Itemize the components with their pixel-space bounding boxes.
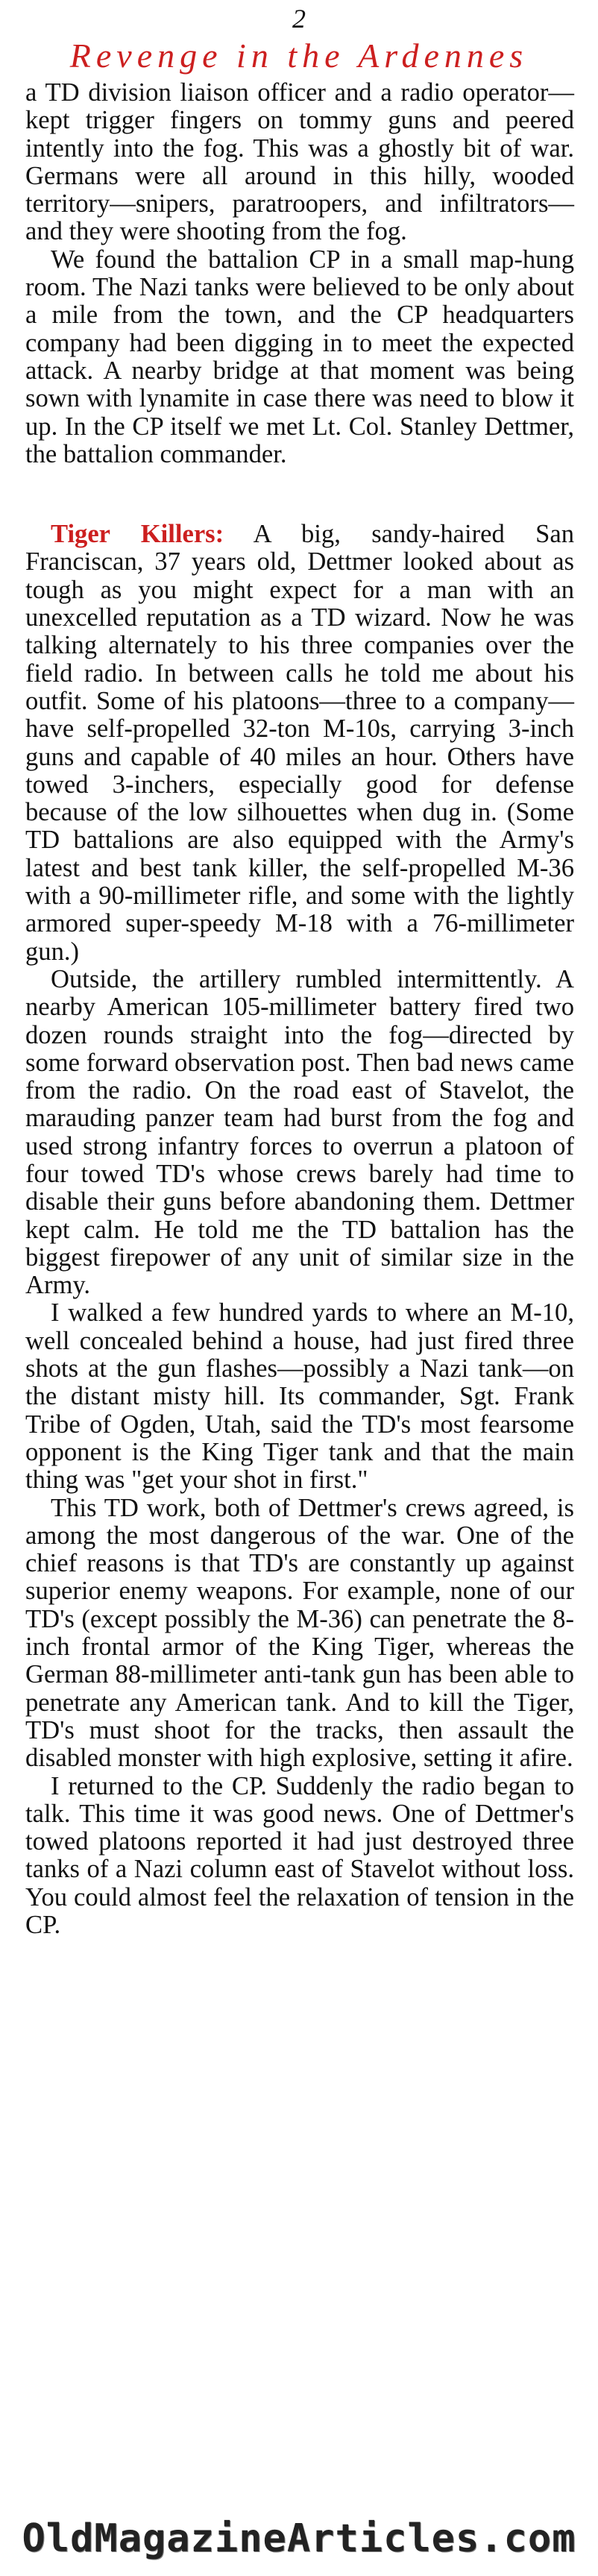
- page-number: 2: [292, 4, 306, 34]
- article-paragraph: This TD work, both of Dettmer's crews agreed, is among the most dangerous of the war. One of the chief reasons is that TD's are constantly up against superior enemy weapons. For example, none of our TD's (except possibly the M-36) can penetrate the 8-inch frontal armor of the King Tiger, whereas the German 88-millimeter anti-tank gun has been able to penetrate any American tank. And to kill the Tiger, TD's must shoot for the tracks, then assault the disabled monster with high explosive, setting it afire.: [25, 1493, 574, 1773]
- article-paragraph: We found the battalion CP in a small map-hung room. The Nazi tanks were believed to be only about a mile from the town, and the CP headquarters company had been digging in to meet the expected attack. A nearby bridge at that moment was being sown with lynamite in case there was need to blow it up. In the CP itself we met Lt. Col. Stanley Dettmer, the battalion commander.: [25, 245, 574, 468]
- article-paragraph: Outside, the artillery rumbled intermittently. A nearby American 105-millimeter battery fired two dozen rounds straight into the fog—directed by some forward observation post. Then bad news came from the radio. On the road east of Stavelot, the marauding panzer team had burst from the fog and used strong infantry forces to overrun a platoon of four towed TD's whose crews barely had time to disable their guns before abandoning them. Dettmer kept calm. He told me the TD battalion has the biggest firepower of any unit of similar size in the Army.: [25, 964, 574, 1300]
- article-paragraph: a TD division liaison officer and a radio operator—kept trigger fingers on tommy guns and peered intently into the fog. This was a ghostly bit of war. Germans were all around in this hilly, wooded territory—snipers, paratroopers, and infiltrators—and they were shooting from the fog.: [25, 78, 574, 246]
- section-lead-text: A big, sandy-haired San Franciscan, 37 years old, Dettmer looked about as tough as you might expect for a man with an unexcelled reputation as a TD wizard. Now he was talking alternately to his three companies over the field radio. In between calls he told me about his outfit. Some of his platoons—three to a company—have self-propelled 32-ton M-10s, carrying 3-inch guns and capable of 40 miles an hour. Others have towed 3-inchers, especially good for defense because of the low silhouettes when dug in. (Some TD battalions are also equipped with the Army's latest and best tank killer, the self-propelled M-36 with a 90-millimeter rifle, and some with the lightly armored super-speedy M-18 with a 76-millimeter gun.): [25, 520, 575, 966]
- article-paragraph: I walked a few hundred yards to where an M-10, well concealed behind a house, had just fired three shots at the gun flashes—possibly a Nazi tank—on the distant misty hill. Its commander, Sgt. Frank Tribe of Ogden, Utah, said the TD's most fearsome opponent is the King Tiger tank and that the main thing was "get your shot in first.": [25, 1298, 574, 1495]
- section-lead-paragraph: [25, 521, 574, 966]
- section-subhead: Tiger Killers:: [51, 520, 224, 549]
- article-headline: Revenge in the Ardennes: [69, 37, 529, 75]
- article-body: [25, 79, 574, 1939]
- site-footer-link[interactable]: OldMagazineArticles.com: [22, 2516, 576, 2561]
- article-paragraph: I returned to the CP. Suddenly the radio began to talk. This time it was good news. One of Dettmer's towed platoons reported it had just destroyed three tanks of a Nazi column east of Stavelot without loss. You could almost feel the relaxation of tension in the CP.: [25, 1771, 574, 1939]
